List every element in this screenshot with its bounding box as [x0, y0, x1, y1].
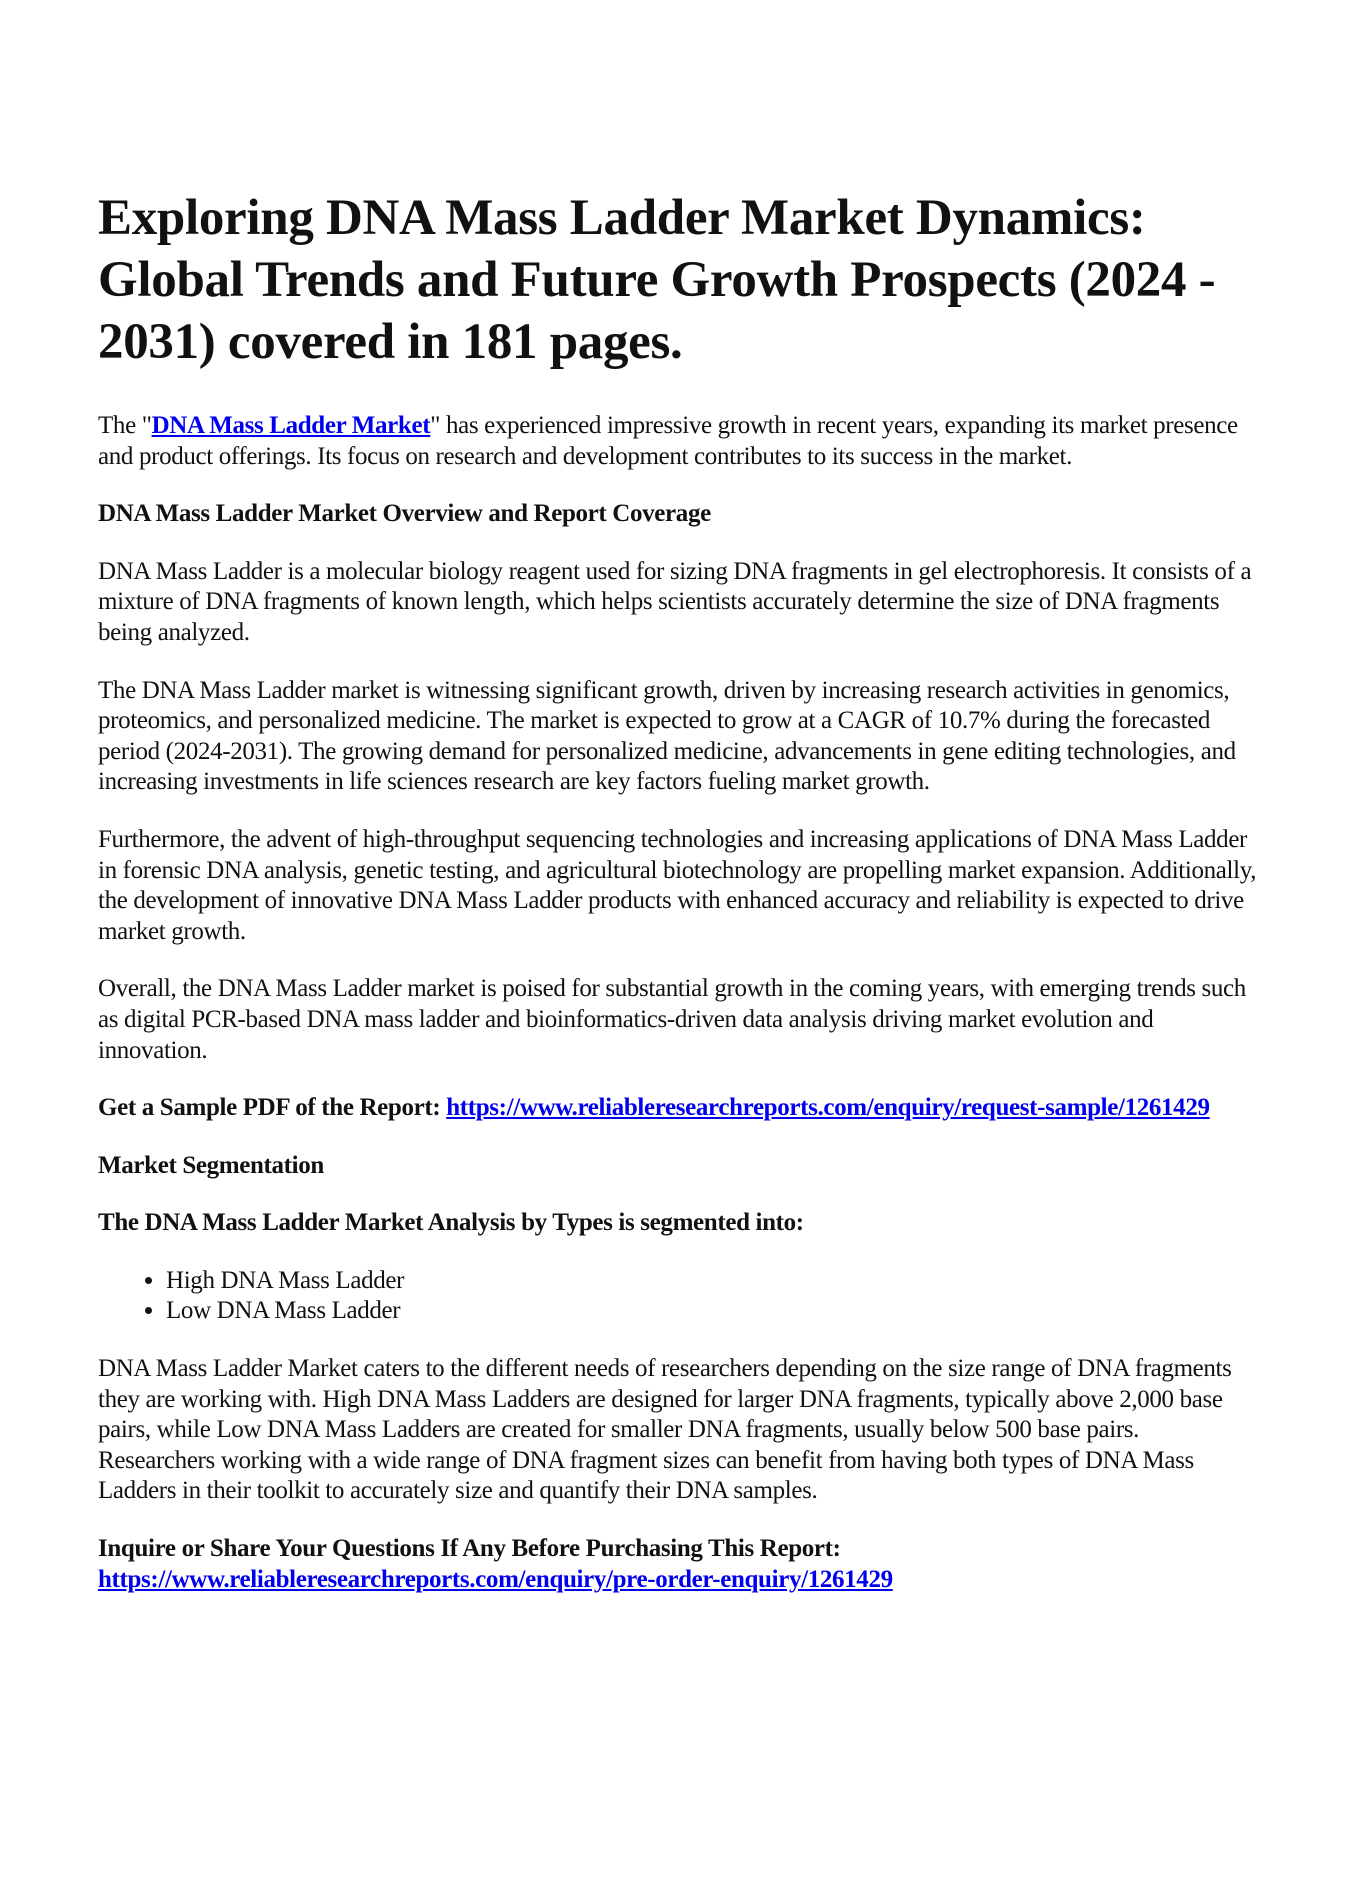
sample-line: [98, 1093, 1258, 1124]
inquire-label: Inquire or Share Your Questions If Any Before Purchasing This Report:: [98, 1535, 841, 1563]
paragraph: DNA Mass Ladder is a molecular biology reagent used for sizing DNA fragments in gel electrophoresis. It consists of a mixture of DNA fragments of known length, which helps scientists accurately determine the size of DNA fragments being analyzed.: [98, 557, 1252, 646]
intro-post: " has experienced impressive growth in recent years, expanding its market presence and product offerings. Its focus on research and development contributes to its success in the market.: [98, 412, 1238, 470]
segmentation-heading: Market Segmentation: [98, 1151, 324, 1179]
paragraph: Furthermore, the advent of high-throughput sequencing technologies and increasing applications of DNA Mass Ladder in forensic DNA analysis, genetic testing, and agricultural biotechnology are propelling market expansion. Additionally, the development of innovative DNA Mass Ladder products with enhanced accuracy and reliability is expected to drive market growth.: [98, 825, 1257, 945]
overview-heading: DNA Mass Ladder Market Overview and Report Coverage: [98, 500, 711, 528]
inquire-link[interactable]: https://www.reliableresearchreports.com/enquiry/pre-order-enquiry/1261429: [98, 1565, 893, 1593]
types-heading: The DNA Mass Ladder Market Analysis by Types is segmented into:: [98, 1209, 804, 1237]
types-list: [98, 1266, 1258, 1327]
list-item: • Low DNA Mass Ladder: [166, 1296, 1258, 1327]
intro-paragraph: [98, 411, 1258, 472]
inquire-line: [98, 1534, 1258, 1595]
types-paragraph: DNA Mass Ladder Market caters to the different needs of researchers depending on the size range of DNA fragments they are working with. High DNA Mass Ladders are designed for larger DNA fragments, typically above 2,000 base pairs, while Low DNA Mass Ladders are created for smaller DNA fragments, usually below 500 base pairs. Researchers working with a wide range of DNA fragment sizes can benefit from having both types of DNA Mass Ladders in their toolkit to accurately size and quantify their DNA samples.: [98, 1355, 1232, 1505]
paragraph: Overall, the DNA Mass Ladder market is poised for substantial growth in the coming years, with emerging trends such as digital PCR-based DNA mass ladder and bioinformatics-driven data analysis driving market evolution and innovation.: [98, 975, 1246, 1064]
list-item: • High DNA Mass Ladder: [166, 1266, 1258, 1297]
market-link[interactable]: DNA Mass Ladder Market: [151, 412, 431, 439]
sample-link[interactable]: https://www.reliableresearchreports.com/enquiry/request-sample/1261429: [446, 1094, 1210, 1122]
paragraph: The DNA Mass Ladder market is witnessing significant growth, driven by increasing research activities in genomics, proteomics, and personalized medicine. The market is expected to grow at a CAGR of 10.7% during the forecasted period (2024-2031). The growing demand for personalized medicine, advancements in gene editing technologies, and increasing investments in life sciences research are key factors fueling market growth.: [98, 676, 1236, 796]
sample-label: Get a Sample PDF of the Report:: [98, 1094, 447, 1122]
intro-pre: The ": [98, 412, 152, 439]
page-title: Exploring DNA Mass Ladder Market Dynamics: Global Trends and Future Growth Prospects (2024 - 2031) covered in 181 pages.: [98, 190, 1216, 370]
document: [98, 187, 1258, 1622]
